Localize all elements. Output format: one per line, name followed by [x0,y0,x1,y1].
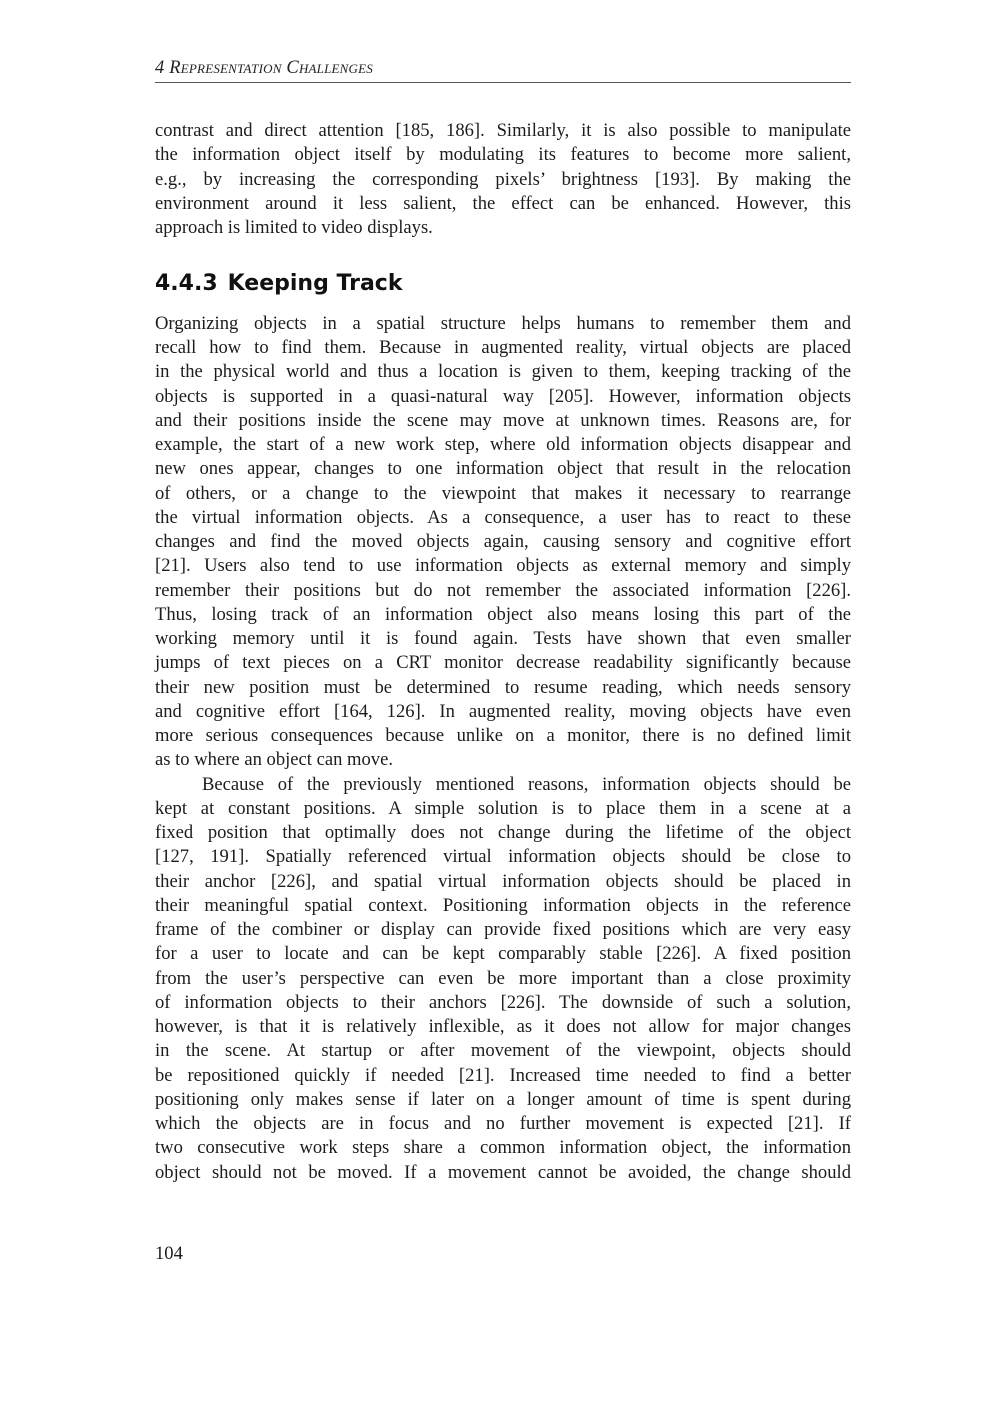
text-line: their new position must be determined to resume reading, which needs sensory [155,677,851,698]
text-line: new ones appear, changes to one information object that result in the relocation [155,458,851,479]
text-line: e.g., by increasing the corresponding pixels’ brightness [193]. By making the [155,169,851,190]
text-line: in the physical world and thus a location is given to them, keeping tracking of the [155,361,851,382]
text-line: approach is limited to video displays. [155,217,433,238]
text-line: Because of the previously mentioned reasons, information objects should be [202,774,851,795]
text-line: Thus, losing track of an information object also means losing this part of the [155,604,851,625]
page-number: 104 [155,1243,183,1264]
text-line: of others, or a change to the viewpoint that makes it necessary to rearrange [155,483,851,504]
text-line: [127, 191]. Spatially referenced virtual information objects should be close to [155,846,851,867]
text-line: environment around it less salient, the effect can be enhanced. However, this [155,193,851,214]
running-header [155,56,851,83]
text-line: in the scene. At startup or after movement of the viewpoint, objects should [155,1040,851,1061]
text-line: the information object itself by modulating its features to become more salient, [155,144,851,165]
text-line: contrast and direct attention [185, 186]. Similarly, it is also possible to manipulate [155,120,851,141]
text-line: for a user to locate and can be kept comparably stable [226]. A fixed position [155,943,851,964]
text-line: more serious consequences because unlike on a monitor, there is no defined limit [155,725,851,746]
text-line: example, the start of a new work step, where old information objects disappear and [155,434,851,455]
text-line: and their positions inside the scene may move at unknown times. Reasons are, for [155,410,851,431]
text-line: their meaningful spatial context. Positioning information objects in the reference [155,895,851,916]
text-line: jumps of text pieces on a CRT monitor decrease readability significantly because [155,652,851,673]
running-header-title: 4 Representation Challenges [155,58,373,78]
text-line: fixed position that optimally does not change during the lifetime of the object [155,822,851,843]
text-line: object should not be moved. If a movement cannot be avoided, the change should [155,1162,851,1183]
text-line: positioning only makes sense if later on a longer amount of time is spent during [155,1089,851,1110]
text-line: which the objects are in focus and no further movement is expected [21]. If [155,1113,851,1134]
text-line: changes and find the moved objects again, causing sensory and cognitive effort [155,531,851,552]
text-line: recall how to find them. Because in augmented reality, virtual objects are placed [155,337,851,358]
text-line: objects is supported in a quasi-natural way [205]. However, information objects [155,386,851,407]
text-line: working memory until it is found again. Tests have shown that even smaller [155,628,851,649]
text-line: their anchor [226], and spatial virtual information objects should be placed in [155,871,851,892]
section-number: 4.4.3 [155,271,218,296]
text-line: and cognitive effort [164, 126]. In augmented reality, moving objects have even [155,701,851,722]
text-line: Organizing objects in a spatial structure helps humans to remember them and [155,313,851,334]
text-line: remember their positions but do not remember the associated information [226]. [155,580,851,601]
text-line: kept at constant positions. A simple solution is to place them in a scene at a [155,798,851,819]
text-line: two consecutive work steps share a common information object, the information [155,1137,851,1158]
text-line: however, is that it is relatively inflexible, as it does not allow for major changes [155,1016,851,1037]
text-line: [21]. Users also tend to use information objects as external memory and simply [155,555,851,576]
text-line: frame of the combiner or display can provide fixed positions which are very easy [155,919,851,940]
section-title: Keeping Track [227,271,403,296]
text-line: as to where an object can move. [155,749,394,770]
text-line: be repositioned quickly if needed [21]. Increased time needed to find a better [155,1065,851,1086]
section-heading [155,270,402,298]
text-line: of information objects to their anchors [226]. The downside of such a solution, [155,992,851,1013]
text-line: the virtual information objects. As a consequence, a user has to react to these [155,507,851,528]
text-line: from the user’s perspective can even be more important than a close proximity [155,968,851,989]
